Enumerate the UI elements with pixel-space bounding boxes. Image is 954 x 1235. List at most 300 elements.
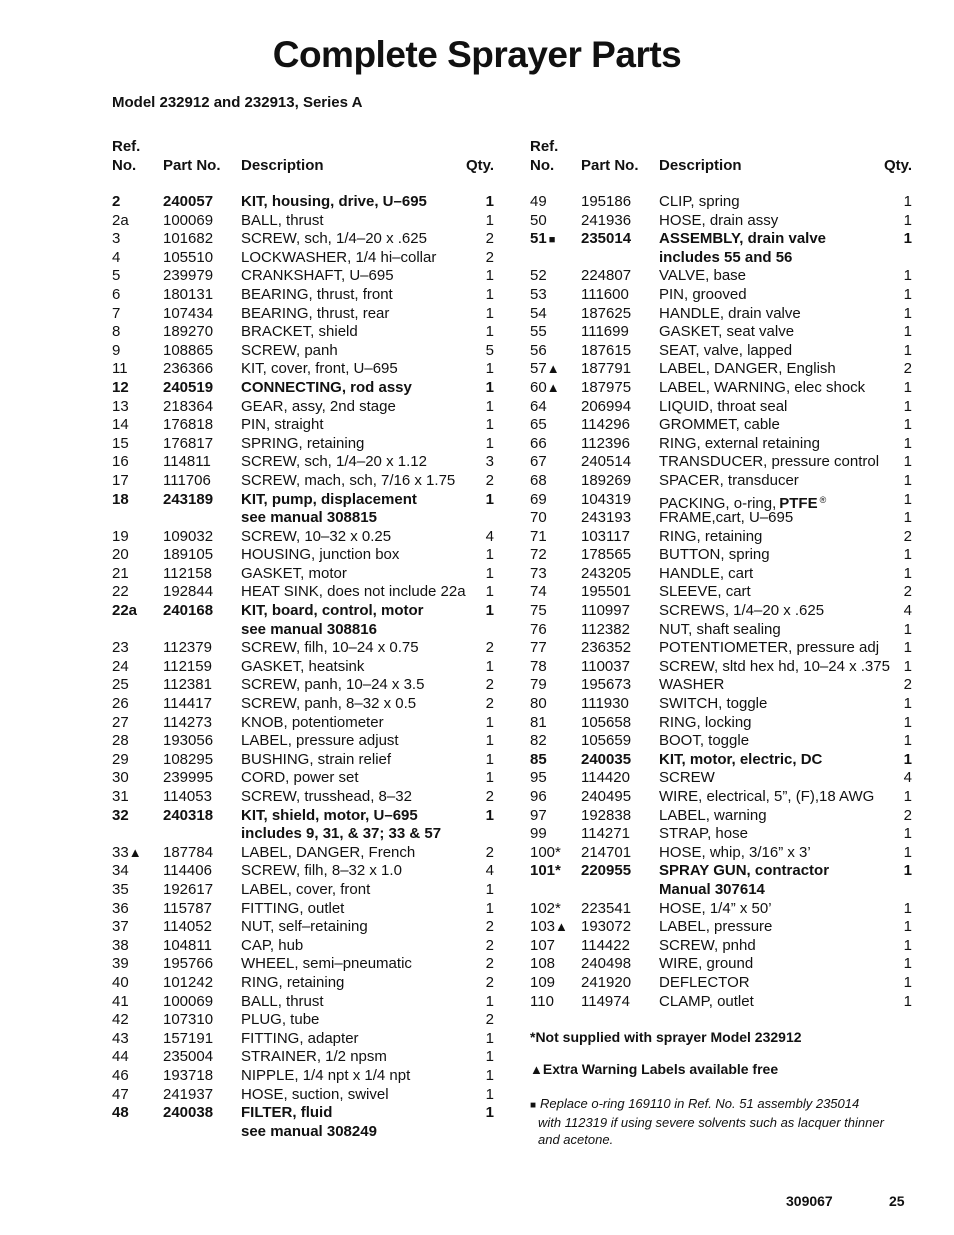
part-number: 235004 xyxy=(163,1048,214,1066)
table-row xyxy=(112,844,494,863)
description xyxy=(659,379,865,398)
table-row xyxy=(112,583,494,602)
table-row xyxy=(112,509,494,528)
part-number: 114406 xyxy=(163,862,212,880)
quantity: 1 xyxy=(903,657,912,675)
quantity: 1 xyxy=(485,713,494,731)
ref-number xyxy=(530,955,555,974)
description xyxy=(241,751,391,770)
description-text: SPRING, retaining xyxy=(241,434,365,452)
quantity: 2 xyxy=(485,936,494,954)
part-number: 240514 xyxy=(581,453,632,471)
description-text: GEAR, assy, 2nd stage xyxy=(241,397,396,415)
description-text: BALL, thrust xyxy=(241,211,324,229)
table-row xyxy=(112,639,494,658)
table-row xyxy=(530,305,912,324)
part-number: 224807 xyxy=(581,267,632,285)
ref-value: 66 xyxy=(530,434,547,452)
description xyxy=(241,342,338,361)
ref-number xyxy=(112,918,129,937)
part-number: 105659 xyxy=(581,732,632,750)
description-text: CORD, power set xyxy=(241,769,359,787)
table-row xyxy=(112,918,494,937)
table-row xyxy=(112,881,494,900)
ref-number xyxy=(530,267,547,286)
description xyxy=(241,918,368,937)
note-line-3: and acetone. xyxy=(538,1132,614,1147)
part-number: 111699 xyxy=(581,323,629,341)
description-text: CAP, hub xyxy=(241,936,304,954)
part-number: 114273 xyxy=(163,713,212,731)
table-row xyxy=(530,732,912,751)
ref-value: 19 xyxy=(112,527,129,545)
description-text: SCREW xyxy=(659,769,715,787)
ref-value: 100* xyxy=(530,843,561,861)
description xyxy=(241,472,455,491)
table-row xyxy=(530,435,912,454)
description xyxy=(241,565,347,584)
ref-number xyxy=(112,1067,129,1086)
part-number: 112379 xyxy=(163,639,212,657)
ref-value: 31 xyxy=(112,788,129,805)
table-row xyxy=(112,862,494,881)
ref-number xyxy=(112,212,129,231)
ref-number xyxy=(530,491,547,510)
ref-number xyxy=(530,379,560,398)
part-number: 239995 xyxy=(163,769,214,787)
ref-value: 44 xyxy=(112,1048,129,1066)
table-row xyxy=(112,249,494,268)
quantity: 1 xyxy=(903,341,912,359)
description xyxy=(659,658,890,677)
part-number: 108295 xyxy=(163,750,214,768)
description xyxy=(241,658,364,677)
quantity: 1 xyxy=(485,267,494,285)
ref-number xyxy=(112,323,120,342)
part-number: 178565 xyxy=(581,546,632,564)
part-number: 220955 xyxy=(581,862,632,880)
ref-value: 42 xyxy=(112,1011,129,1029)
description-text: GROMMET, cable xyxy=(659,416,780,434)
description xyxy=(241,676,424,695)
ref-value: 109 xyxy=(530,973,556,991)
ref-value: 57 xyxy=(530,360,547,378)
replacement-note xyxy=(530,1095,920,1148)
description-text: KNOB, potentiometer xyxy=(241,713,384,731)
ref-number xyxy=(530,398,547,417)
part-number: 192617 xyxy=(163,880,214,898)
ref-value: 22 xyxy=(112,583,129,601)
description xyxy=(659,528,762,547)
description xyxy=(659,342,792,361)
ref-value: 23 xyxy=(112,639,129,657)
description-text: LABEL, DANGER, English xyxy=(659,360,836,378)
ref-value: 5 xyxy=(112,267,121,285)
description xyxy=(241,435,364,454)
quantity: 4 xyxy=(485,862,494,880)
quantity: 1 xyxy=(485,360,494,378)
table-row xyxy=(530,491,912,510)
ref-value: 85 xyxy=(530,750,547,768)
description xyxy=(241,1104,332,1123)
part-number: 176817 xyxy=(163,434,214,452)
description-text: BEARING, thrust, rear xyxy=(241,304,390,322)
description xyxy=(659,918,772,937)
description xyxy=(241,937,303,956)
ref-value: 18 xyxy=(112,490,129,508)
description xyxy=(241,360,398,379)
part-number: 240495 xyxy=(581,788,632,805)
quantity: 1 xyxy=(903,378,912,396)
quantity: 1 xyxy=(903,416,912,434)
footnote-warning-labels xyxy=(530,1061,778,1077)
description-text: LOCKWASHER, 1/4 hi–collar xyxy=(241,248,437,266)
ref-value: 33 xyxy=(112,843,129,861)
quantity: 1 xyxy=(903,546,912,564)
table-row xyxy=(112,230,494,249)
quantity: 1 xyxy=(903,230,912,248)
quantity: 1 xyxy=(903,509,912,527)
part-number: 206994 xyxy=(581,397,632,415)
part-number: 195673 xyxy=(581,676,632,694)
description xyxy=(659,323,794,342)
description-text: PACKING, o-ring, xyxy=(659,494,777,512)
description-text: KIT, cover, front, U–695 xyxy=(241,360,398,378)
description-text: POTENTIOMETER, pressure adj xyxy=(659,639,880,657)
description-text: HOUSING, junction box xyxy=(241,546,400,564)
quantity: 2 xyxy=(485,955,494,973)
table-row xyxy=(112,937,494,956)
description xyxy=(659,807,767,826)
ref-number xyxy=(112,788,129,807)
table-row xyxy=(530,230,912,249)
part-number: 157191 xyxy=(163,1029,214,1047)
description-text: HEAT SINK, does not include 22a xyxy=(241,583,466,601)
part-number: 105510 xyxy=(163,248,214,266)
ref-value: 101* xyxy=(530,862,561,880)
header-qty: Qty. xyxy=(465,156,494,174)
table-row xyxy=(530,714,912,733)
description-text: SPACER, transducer xyxy=(659,471,799,489)
quantity: 1 xyxy=(903,639,912,657)
table-row xyxy=(530,398,912,417)
ref-value: 38 xyxy=(112,936,129,954)
table-row xyxy=(112,546,494,565)
ref-value: 25 xyxy=(112,676,129,694)
part-number: 110997 xyxy=(581,602,630,620)
description xyxy=(241,509,377,528)
ref-number xyxy=(530,937,555,956)
description xyxy=(659,305,801,324)
description-text: SPRAY GUN, contractor xyxy=(659,862,830,880)
table-row xyxy=(112,732,494,751)
ref-value: 96 xyxy=(530,788,547,805)
description xyxy=(241,769,359,788)
table-row xyxy=(112,193,494,212)
table-row xyxy=(530,472,912,491)
description-text: PIN, grooved xyxy=(659,285,747,303)
description-text: BALL, thrust xyxy=(241,992,324,1010)
ref-number xyxy=(112,714,129,733)
part-number: 105658 xyxy=(581,713,632,731)
description xyxy=(659,286,747,305)
description xyxy=(241,1048,387,1067)
document-number: 309067 xyxy=(786,1193,833,1209)
part-number: 189270 xyxy=(163,323,214,341)
quantity: 1 xyxy=(485,323,494,341)
ref-value: 97 xyxy=(530,806,547,824)
ref-number xyxy=(112,379,129,398)
description-text: NIPPLE, 1/4 npt x 1/4 npt xyxy=(241,1066,411,1084)
description xyxy=(659,676,724,695)
table-row xyxy=(112,1123,494,1142)
description-text: SCREW, 10–32 x 0.25 xyxy=(241,527,392,545)
part-number: 112382 xyxy=(581,620,630,638)
table-row xyxy=(530,453,912,472)
ref-value: 54 xyxy=(530,304,547,322)
part-number: 243189 xyxy=(163,490,214,508)
table-row xyxy=(112,491,494,510)
part-number: 239979 xyxy=(163,267,214,285)
description xyxy=(241,1086,389,1105)
description xyxy=(659,602,824,621)
quantity: 4 xyxy=(485,527,494,545)
ref-value: 53 xyxy=(530,285,547,303)
description-text: GASKET, seat valve xyxy=(659,323,795,341)
table-row xyxy=(530,639,912,658)
ref-number xyxy=(112,267,120,286)
description-text: FRAME,cart, U–695 xyxy=(659,509,794,527)
description xyxy=(659,732,749,751)
quantity: 2 xyxy=(485,471,494,489)
ref-number xyxy=(112,453,129,472)
part-number: 236352 xyxy=(581,639,632,657)
quantity: 1 xyxy=(485,880,494,898)
ref-number xyxy=(530,323,547,342)
ref-number xyxy=(530,230,555,250)
quantity: 1 xyxy=(485,806,494,824)
parts-rows-left xyxy=(112,193,494,1141)
table-row xyxy=(112,528,494,547)
ref-value: 22a xyxy=(112,602,138,620)
ref-number xyxy=(530,546,547,565)
description-text: LABEL, pressure adjust xyxy=(241,732,399,750)
description-text: KIT, board, control, motor xyxy=(241,602,424,620)
ref-value: 99 xyxy=(530,825,547,843)
ref-number xyxy=(530,751,547,770)
description xyxy=(241,621,377,640)
table-row xyxy=(112,751,494,770)
ref-number xyxy=(530,844,561,863)
part-number: 100069 xyxy=(163,211,214,229)
part-number: 103117 xyxy=(581,527,630,545)
ref-number xyxy=(112,974,129,993)
ref-number xyxy=(530,658,547,677)
quantity: 2 xyxy=(485,230,494,248)
quantity: 1 xyxy=(485,397,494,415)
description xyxy=(241,900,344,919)
parts-rows-right xyxy=(530,193,912,1011)
quantity: 2 xyxy=(903,676,912,694)
description-text: SCREW, panh, 8–32 x 0.5 xyxy=(241,695,417,713)
description-text: HOSE, suction, swivel xyxy=(241,1085,389,1103)
ref-value: 15 xyxy=(112,434,129,452)
table-row xyxy=(530,695,912,714)
quantity: 1 xyxy=(903,825,912,843)
table-row xyxy=(112,472,494,491)
ref-number xyxy=(112,862,129,881)
table-header xyxy=(112,138,494,178)
table-row xyxy=(112,416,494,435)
table-row xyxy=(530,900,912,919)
description xyxy=(659,546,770,565)
ref-number xyxy=(112,639,129,658)
table-row xyxy=(112,212,494,231)
ref-value: 8 xyxy=(112,323,121,341)
ref-value: 108 xyxy=(530,955,556,973)
part-number: 107310 xyxy=(163,1011,214,1029)
table-row xyxy=(112,788,494,807)
part-number: 241937 xyxy=(163,1085,214,1103)
table-row xyxy=(530,323,912,342)
table-row xyxy=(530,993,912,1012)
ref-number xyxy=(530,714,547,733)
part-number: 195186 xyxy=(581,193,632,210)
description xyxy=(659,881,765,900)
ref-value: 60 xyxy=(530,378,547,396)
registered-mark-icon: ® xyxy=(819,494,827,505)
description xyxy=(241,1123,377,1142)
description xyxy=(241,249,436,268)
ref-value: 79 xyxy=(530,676,547,694)
quantity: 1 xyxy=(485,1085,494,1103)
table-row xyxy=(112,379,494,398)
description-text: FITTING, outlet xyxy=(241,899,345,917)
quantity: 1 xyxy=(903,732,912,750)
ref-value: 17 xyxy=(112,471,129,489)
table-row xyxy=(112,1104,494,1123)
part-number: 243193 xyxy=(581,509,632,527)
ref-value: 32 xyxy=(112,806,129,824)
ref-value: 50 xyxy=(530,211,547,229)
part-number: 114422 xyxy=(581,936,630,954)
ref-number xyxy=(112,398,129,417)
description-text: BEARING, thrust, front xyxy=(241,285,393,303)
quantity: 2 xyxy=(485,918,494,936)
quantity: 1 xyxy=(903,713,912,731)
description xyxy=(241,212,324,231)
description-text: PLUG, tube xyxy=(241,1011,320,1029)
quantity: 1 xyxy=(903,193,912,210)
ref-number xyxy=(530,435,547,454)
quantity: 4 xyxy=(903,602,912,620)
quantity: 1 xyxy=(485,992,494,1010)
description xyxy=(659,509,793,528)
ref-value: 3 xyxy=(112,230,121,248)
description-text: SCREW, sltd hex hd, 10–24 x .375 xyxy=(659,657,890,675)
description-text: WHEEL, semi–pneumatic xyxy=(241,955,412,973)
ref-number xyxy=(530,583,547,602)
warning-triangle-icon: ▲ xyxy=(546,361,560,377)
ref-number xyxy=(112,230,120,249)
header-no: No. xyxy=(112,156,137,174)
description-text: FILTER, fluid xyxy=(241,1104,333,1122)
quantity: 2 xyxy=(485,695,494,713)
ref-value: 27 xyxy=(112,713,129,731)
part-number: 241920 xyxy=(581,973,632,991)
description-text: HANDLE, drain valve xyxy=(659,304,801,322)
description-text: BUTTON, spring xyxy=(659,546,770,564)
part-number: 218364 xyxy=(163,397,214,415)
table-row xyxy=(112,453,494,472)
description-text: KIT, shield, motor, U–695 xyxy=(241,806,418,824)
table-row xyxy=(112,676,494,695)
ref-value: 20 xyxy=(112,546,129,564)
table-row xyxy=(112,769,494,788)
table-row xyxy=(530,955,912,974)
part-number: 187625 xyxy=(581,304,632,322)
description-text: RING, locking xyxy=(659,713,752,731)
part-number: 109032 xyxy=(163,527,214,545)
ref-value: 28 xyxy=(112,732,129,750)
description xyxy=(241,732,399,751)
ref-number xyxy=(530,509,547,528)
ref-value: 41 xyxy=(112,992,129,1010)
description-text: VALVE, base xyxy=(659,267,746,285)
part-number: 187615 xyxy=(581,341,632,359)
ref-number xyxy=(112,435,129,454)
description-text: RING, external retaining xyxy=(659,434,820,452)
description xyxy=(659,583,751,602)
part-number: 114052 xyxy=(163,918,212,936)
description-text: WIRE, electrical, 5”, (F),18 AWG xyxy=(659,788,875,805)
ref-number xyxy=(530,769,547,788)
ref-value: 73 xyxy=(530,564,547,582)
table-row xyxy=(112,621,494,640)
description xyxy=(241,323,358,342)
quantity: 1 xyxy=(903,936,912,954)
description xyxy=(241,453,427,472)
table-row xyxy=(530,565,912,584)
parts-table-right xyxy=(530,138,912,1010)
table-row xyxy=(530,918,912,937)
description-text: FITTING, adapter xyxy=(241,1029,359,1047)
quantity: 1 xyxy=(485,1066,494,1084)
description xyxy=(659,695,767,714)
quantity: 1 xyxy=(903,788,912,805)
description-text: SCREW, mach, sch, 7/16 x 1.75 xyxy=(241,471,456,489)
description xyxy=(241,1067,410,1086)
ref-value: 76 xyxy=(530,620,547,638)
quantity: 4 xyxy=(903,769,912,787)
ref-value: 47 xyxy=(112,1085,129,1103)
table-row xyxy=(112,286,494,305)
description-text: SCREW, sch, 1/4–20 x .625 xyxy=(241,230,427,248)
description-text: KIT, motor, electric, DC xyxy=(659,750,823,768)
description-text: CLIP, spring xyxy=(659,193,740,210)
quantity: 1 xyxy=(485,546,494,564)
description-text: STRAP, hose xyxy=(659,825,748,843)
ref-number xyxy=(112,658,129,677)
part-number: 240318 xyxy=(163,806,214,824)
description xyxy=(659,955,753,974)
table-row xyxy=(530,212,912,231)
table-row xyxy=(112,695,494,714)
table-row xyxy=(530,267,912,286)
table-row xyxy=(112,602,494,621)
description xyxy=(241,825,441,844)
part-number: 235014 xyxy=(581,230,632,248)
